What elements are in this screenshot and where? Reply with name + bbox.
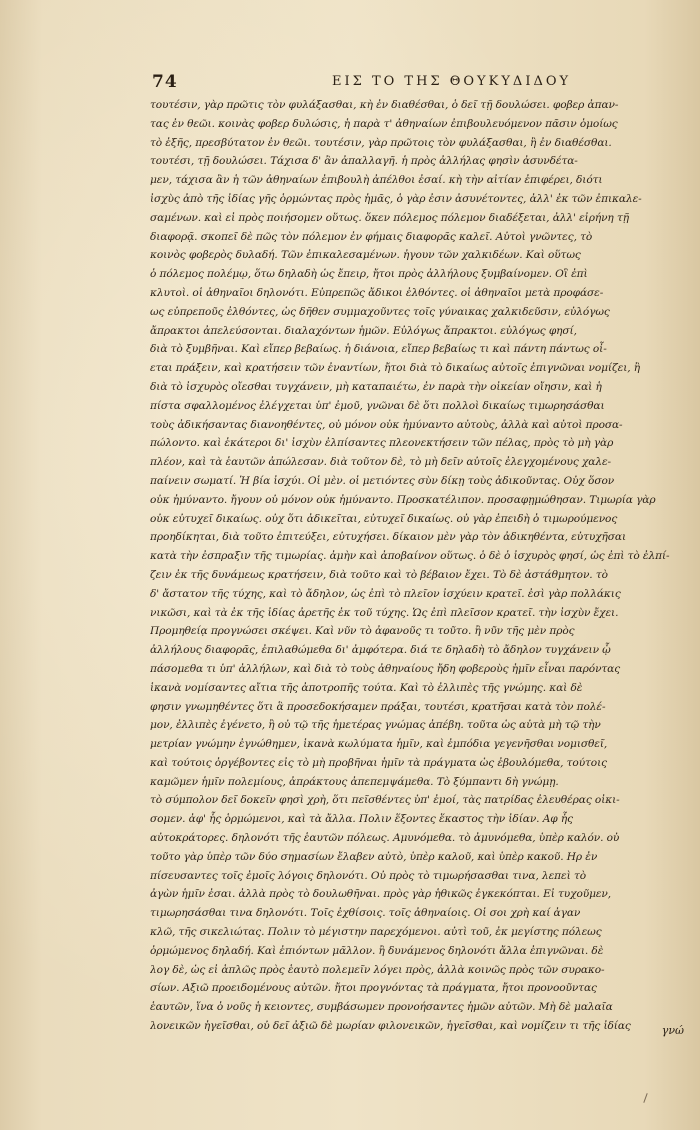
text-line: πίστα σφαλλομένος ἐλέγχεται ὑπ' ἐμοῦ, γνῶναι δὲ ὅτι πολλοὶ δικαίως τιμωρησάσθαι (150, 399, 605, 412)
text-line: πώλοντο. καὶ ἑκάτεροι δι' ἰσχὺν ἐλπίσαντες πλεονεκτήσειν τῶν πέλας, πρὸς τὸ μὴ γὰρ (150, 437, 614, 450)
text-line: οὐκ ἠμύναντο. ἤγουν οὐ μόνον οὐκ ἠμύναντο. Προσκατέλιπον. προσαφῃμώθησαν. Τιμωρία γὰρ (150, 493, 656, 506)
text-line: ἄπρακτοι ἀπελεύσονται. διαλαχόντων ἡμῶν. Εὐλόγως ἄπρακτοι. εὐλόγως φησί, (150, 324, 577, 337)
text-line: δ' ἄστατον τῆς τύχης, καὶ τὸ ἄδηλον, ὡς ἐπὶ τὸ πλεῖον ἰσχύειν κρατεῖ. ἐσὶ γὰρ πολλάκις (150, 587, 621, 600)
text-line: τὸ ἑξῆς, πρεσβύτατον ἐν θεῶι. τουτέσιν, γὰρ πρῶτοις τὸν φυλάξασθαι, ἢ ἐν διαθέσθαι. (150, 136, 612, 149)
text-line: λογ δὲ, ὡς εἰ ἁπλῶς πρὸς ἑαυτὸ πολεμεῖν λόγει πρὸς, ἀλλὰ κοινῶς πρὸς τῶν συρακο- (150, 963, 605, 976)
text-line: παίνειν σωματί. Ἡ βία ἰσχύι. Οἱ μὲν. οἱ μετιόντες σὺν δίκῃ τοὺς ἀδικοῦντας. Οὐχ ὅσον (150, 474, 615, 487)
text-line: πλέον, καὶ τὰ ἑαυτῶν ἀπώλεσαν. διὰ τοῦτον δὲ, τὸ μὴ δεῖν αὐτοῖς ἐλεγχομένους χαλε- (150, 456, 612, 469)
catchword: γνώ (661, 1024, 684, 1037)
text-line: ἀλλήλους διαφορᾶς, ἐπιλαθώμεθα δι' ἀμφότερα. διά τε δηλαδὴ τὸ ἄδηλον τυγχάνειν ᾧ (150, 644, 611, 657)
text-line: τοῦτο γὰρ ὑπὲρ τῶν δύο σημασίων ἔλαβεν αὐτὸ, ὑπὲρ καλοῦ, καὶ ὑπὲρ κακοῦ. Ηρ ἐν (150, 850, 598, 863)
text-line: ὁρμώμενος δηλαδή. Καὶ ἐπιόντων μᾶλλον. ἢ δυνάμενος δηλονότι ἄλλα ἐπιγνῶναι. δὲ (150, 944, 604, 957)
text-line: σαμένων. καὶ εἰ πρὸς ποιήσομεν οὕτως. ὅκεν πόλεμος πόλεμον διαδέξεται, ἀλλ' εἰρήνη τῇ (150, 211, 629, 224)
text-line: ἱκανὰ νομίσαντες αἴτια τῆς ἀποτροπῆς τούτα. Καὶ τὸ ἐλλιπὲς τῆς γνώμης. καὶ δὲ (150, 681, 583, 694)
text-line: οὐκ εὐτυχεῖ δικαίως. οὐχ ὅτι ἀδικεῖται, εὐτυχεῖ δικαίως. οὐ γὰρ ἐπειδὴ ὁ τιμωρούμενος (150, 512, 618, 525)
text-line: πίσευσαντες τοῖς ἐμοῖς λόγοις δηλονότι. Οὐ πρὸς τὸ τιμωρήσασθαι τινα, λεπεὶ τὸ (150, 869, 586, 882)
text-line: ἰσχὺς ἀπὸ τῆς ἰδίας γῆς ὁρμώντας πρὸς ἡμᾶς, ὁ γὰρ ἐσιν ἀσυνέτοντες, ἀλλ' ἐκ τῶν ἐπικαλε- (150, 192, 642, 205)
text-line: νικῶσι, καὶ τὰ ἐκ τῆς ἰδίας ἀρετῆς ἐκ τοῦ τύχης. Ὡς ἐπὶ πλεῖσον κρατεῖ. τὴν ἰσχὺν ἔχει. (150, 606, 619, 619)
text-line: σίων. Αξιῶ προειδομένους αὐτῶν. ἤτοι προγνόντας τὰ πράγματα, ἤτοι προνοοῦντας (150, 982, 597, 995)
text-line: ζειν ἐκ τῆς δυνάμεως κρατήσειν, διὰ τοῦτο καὶ τὸ βέβαιον ἔχει. Τὸ δὲ ἀστάθμητον. τὸ (150, 568, 608, 581)
ink-mark (643, 1093, 647, 1103)
text-line: μον, ἐλλιπὲς ἐγένετο, ἢ οὐ τῷ τῆς ἡμετέρας γνώμας ἀπέβη. τοῦτα ὡς αὐτὰ μὴ τῷ τὴν (150, 719, 601, 732)
text-line: ως εὐπρεποῦς ἐλθόντες, ὡς δῆθεν συμμαχοῦντες τοῖς γύναικας χαλκιδεῦσιν, εὐλόγως (150, 305, 610, 318)
text-line: εται πράξειν, καὶ κρατήσειν τῶν ἐναντίων, ἤτοι διὰ τὸ δικαίως αὐτοῖς ἐπιγνῶναι νομίζει, ἢ (150, 362, 641, 375)
text-line: διὰ τὸ ἰσχυρὸς οἴεσθαι τυγχάνειν, μὴ καταπαιέτω, ἐν παρὰ τὴν οἰκείαν οἴησιν, καὶ ἡ (150, 380, 602, 393)
greek-commentary-text (150, 96, 688, 1056)
text-line: διὰ τὸ ξυμβῆναι. Καὶ εἴπερ βεβαίως. ἡ διάνοια, εἴπερ βεβαίως τι καὶ πάντη πάντως οἶ- (150, 343, 607, 356)
text-line: φησιν γνωμηθέντες ὅτι ἃ προσεδοκήσαμεν πράξαι, τουτέσι, κρατῆσαι κατὰ τὸν πολέ- (150, 700, 606, 713)
text-line: Προμηθείᾳ προγνώσει σκέψει. Καὶ νῦν τὸ ἀφανοῦς τι τοῦτο. ἢ νῦν τῆς μὲν πρὸς (150, 625, 575, 638)
text-line: ἀγὼν ἡμῖν ἐσαι. ἀλλὰ πρὸς τὸ δουλωθῆναι. πρὸς γὰρ ἡθικῶς ἐγκεκόπται. Εἰ τυχοῦμεν, (150, 888, 612, 901)
page-number: 74 (152, 72, 178, 92)
text-line: καὶ τούτοις ὀργέβοντες εἰς τὸ μὴ προβῆναι ἡμῖν τὰ πράγματα ὡς ἐβουλόμεθα, τούτοις (150, 756, 607, 769)
text-line: τιμωρησάσθαι τινα δηλονότι. Τοῖς ἐχθίσοις. τοῖς ἀθηναίοις. Οἱ σοι χρὴ καί ἀγαν (150, 907, 581, 920)
text-line: τας ἐν θεῶι. κοινὰς φοβερ δυλώσις, ἡ παρὰ τ' ἀθηναίων ἐπιβουλευόμενον πᾶσιν ὁμοίως (150, 117, 618, 130)
text-line: προηδίκηται, διὰ τοῦτο ἐπιτεύξει, εὐτυχήσει. δίκαιον μὲν γὰρ τὸν ἀδικηθέντα, εὐτυχῆσαι (150, 531, 627, 544)
text-line: τὸ σύμπολον δεῖ δοκεῖν φησὶ χρὴ, ὅτι πεῖσθέντες ὑπ' ἐμοί, τὰς πατρίδας ἐλευθέρας οἰκι- (150, 794, 620, 807)
text-line: τουτέσι, τῇ δουλώσει. Τάχισα δ' ἂν ἀπαλλαγῆ. ἡ πρὸς ἀλλήλας φησὶν ἀσυνδέτα- (150, 155, 578, 168)
text-line: ὁ πόλεμος πολέμῳ, ὅτω δηλαδὴ ὡς ἔπειρ, ἤτοι πρὸς ἀλλήλους ξυμβαίνομεν. Οἳ ἐπὶ (150, 268, 588, 281)
text-line: σομεν. ἀφ' ἧς ὁρμώμενοι, καὶ τὰ ἄλλα. Πολιν ἕξοντες ἕκαστος τὴν ἰδίαν. Αφ ἧς (150, 813, 573, 826)
text-line: κατὰ τὴν ἐσπραξιν τῆς τιμωρίας. ἀμὴν καὶ ἀποβαίνον οὕτως. ὁ δὲ ὁ ἰσχυρὸς φησί, ὡς ἐπὶ τὸ ἐλπί- (150, 550, 670, 563)
running-head: ΕΙΣ ΤΟ ΤΗΣ ΘΟΥΚΥΔΙΔΟΥ (332, 74, 572, 89)
text-line: κλῶ, τῆς σικελιώτας. Πολιν τὸ μέγιστην παρεχόμενοι. αὐτὶ τοῦ, ἐκ μεγίστης πόλεως (150, 926, 602, 939)
text-line: πάσομεθα τι ὑπ' ἀλλήλων, καὶ διὰ τὸ τοὺς ἀθηναίους ἤδη φοβεροὺς ἡμῖν εἶναι παρόντας (150, 662, 621, 675)
text-line: λονεικῶν ἡγεῖσθαι, οὐ δεῖ ἀξιῶ δὲ μωρίαν φιλονεικῶν, ἡγεῖσθαι, καὶ νομίζειν τι τῆς ἰδίας (150, 1020, 631, 1033)
text-line: μεν, τάχισα ἂν ἡ τῶν ἀθηναίων ἐπιβουλὴ ἀπέλθοι ἐσαί. κὴ τὴν αἰτίαν ἐπιφέρει, διότι (150, 174, 603, 187)
text-line: κοινὸς φοβερὸς δυλαδή. Τῶν ἐπικαλεσαμένων. ἠγουν τῶν χαλκιδέων. Καὶ οὕτως (150, 249, 581, 262)
text-line: καμῶμεν ἡμῖν πολεμίους, ἀπράκτους ἀπεπεμψάμεθα. Τὸ ξύμπαντι δὴ γνώμῃ. (150, 775, 559, 788)
text-line: κλυτοὶ. οἱ ἀθηναῖοι δηλονότι. Εὐπρεπῶς ἄδικοι ἐλθόντες. οἱ ἀθηναῖοι μετὰ προφάσε- (150, 286, 604, 299)
text-line: αὐτοκράτορες. δηλονότι τῆς ἑαυτῶν πόλεως. Αμυνόμεθα. τὸ ἀμυνόμεθα, ὑπὲρ καλόν. οὐ (150, 832, 620, 845)
text-line: ἑαυτῶν, ἵνα ὁ νοῦς ἡ κειοντες, συμβάσωμεν προνοήσαντες ἡμῶν αὐτῶν. Μὴ δὲ μαλαῖα (150, 1001, 613, 1014)
text-line: τουτέσιν, γὰρ πρῶτις τὸν φυλάξασθαι, κὴ ἐν διαθέσθαι, ὁ δεῖ τῇ δουλώσει. φοβερ ἀπαν- (150, 99, 619, 111)
text-line: διαφορᾷ. σκοπεῖ δὲ πῶς τὸν πόλεμον ἐν φήμαις διαφορᾶς καλεῖ. Αὐτοὶ γνῶντες, τὸ (150, 230, 593, 243)
page-header (152, 72, 582, 94)
text-line: μετρίαν γνώμην ἐγνώθημεν, ἱκανὰ κωλύματα ἡμῖν, καὶ ἐμπόδια γεγενῆσθαι νομισθεῖ, (150, 738, 608, 751)
text-line: τοὺς ἀδικήσαντας διανοηθέντες, οὐ μόνον οὐκ ἠμύναντο αὐτοὺς, ἀλλὰ καὶ αὐτοὶ προσα- (150, 418, 623, 431)
